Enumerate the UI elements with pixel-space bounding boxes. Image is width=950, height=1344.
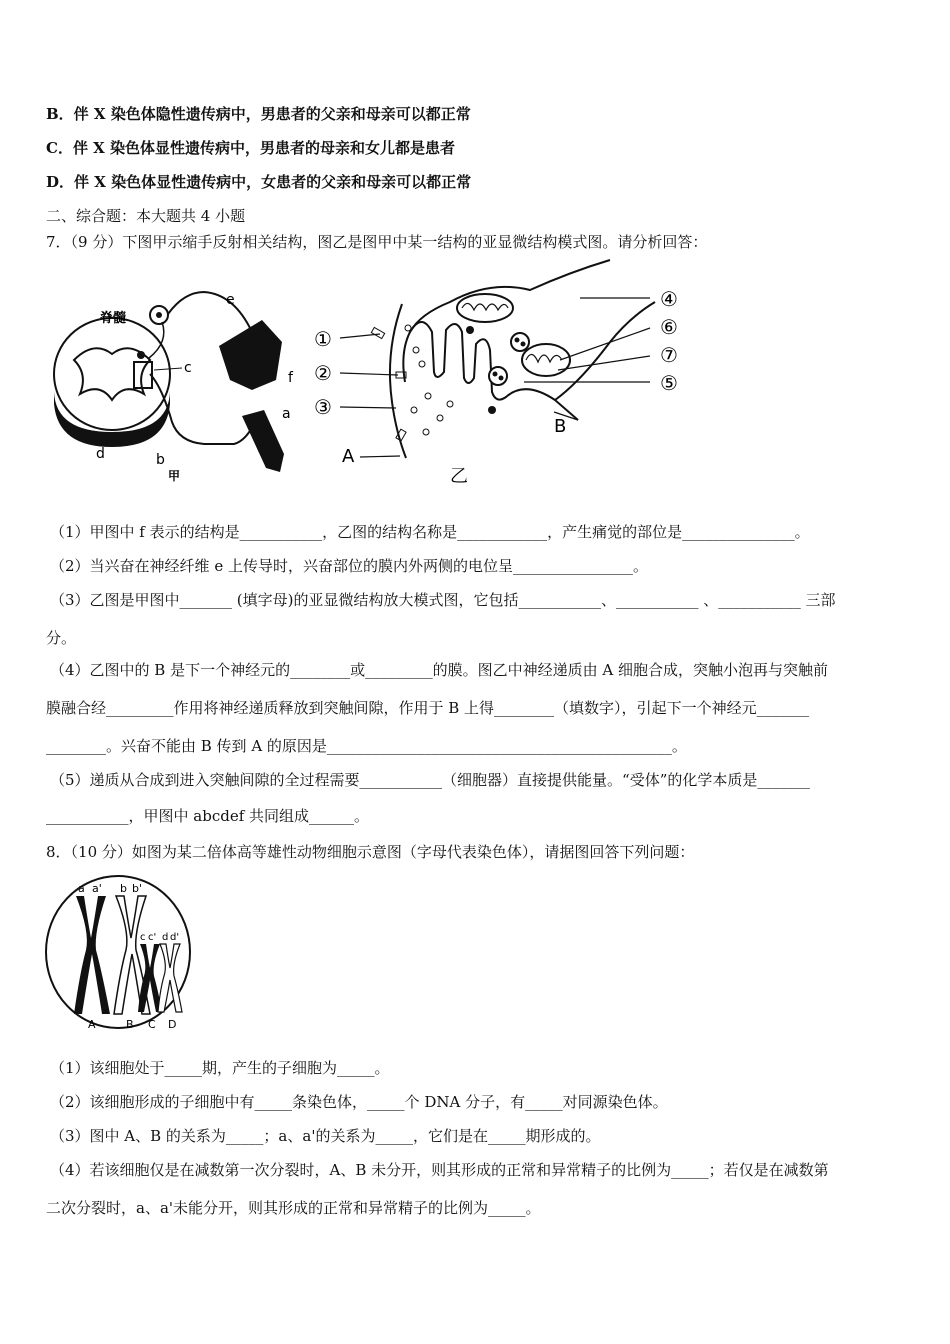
figure-jia (44, 282, 314, 492)
q7-item-4: （4）乙图中的 B 是下一个神经元的________或_________的膜。图乙中神经递质由 A 细胞合成，突触小泡再与突触前 (50, 661, 828, 679)
label-d: d (162, 932, 169, 943)
label-d-prime: d' (170, 932, 180, 943)
label-c-prime: c' (148, 932, 157, 943)
label-yi: 乙 (450, 466, 468, 487)
label-4: ④ (660, 287, 678, 311)
label-b-prime: b' (132, 882, 143, 895)
q8-item-4-cont: 二次分裂时，a、a'未能分开，则其形成的正常和异常精子的比例为_____。 (46, 1199, 541, 1217)
label-a: a (282, 406, 291, 422)
label-3: ③ (314, 395, 332, 419)
label-b: b (120, 882, 127, 895)
q7-item-2: （2）当兴奋在神经纤维 e 上传导时，兴奋部位的膜内外两侧的电位呈________________。 (50, 557, 648, 575)
label-a: a (78, 882, 85, 895)
label-2: ② (314, 361, 332, 385)
label-b: b (156, 452, 165, 468)
label-6: ⑥ (660, 315, 678, 339)
label-c: c (184, 360, 192, 376)
figure-yi (310, 232, 720, 490)
q7-stem: 7．（9 分）下图甲示缩手反射相关结构，图乙是图甲中某一结构的亚显微结构模式图。请分析回答： (46, 233, 708, 251)
q7-item-4-cont2: ________。兴奋不能由 B 传到 A 的原因是______________________________________________。 (46, 737, 687, 755)
label-7: ⑦ (660, 343, 678, 367)
label-c: c (140, 932, 146, 943)
label-B: B (126, 1018, 134, 1031)
label-a-prime: a' (92, 882, 102, 895)
q7-item-3: （3）乙图是甲图中_______ (填字母)的亚显微结构放大模式图，它包括___________、___________ 、___________ 三部 (50, 591, 836, 609)
q8-item-2: （2）该细胞形成的子细胞中有_____条染色体，_____个 DNA 分子，有_____对同源染色体。 (50, 1093, 668, 1111)
option-c: C．伴 X 染色体显性遗传病中，男患者的母亲和女儿都是患者 (46, 139, 456, 157)
option-d: D．伴 X 染色体显性遗传病中，女患者的父亲和母亲可以都正常 (46, 173, 472, 191)
label-A: A (342, 446, 355, 467)
q8-item-4: （4）若该细胞仅是在减数第一次分裂时，A、B 未分开，则其形成的正常和异常精子的比例为_____；若仅是在减数第 (50, 1161, 829, 1179)
label-C: C (148, 1018, 156, 1031)
q7-item-5-cont: ___________，甲图中 abcdef 共同组成______。 (46, 807, 370, 825)
label-1: ① (314, 327, 332, 351)
q7-item-1: （1）甲图中 f 表示的结构是___________，乙图的结构名称是____________，产生痛觉的部位是_______________。 (50, 523, 810, 541)
label-B: B (554, 416, 567, 437)
option-b: B．伴 X 染色体隐性遗传病中，男患者的父亲和母亲可以都正常 (46, 105, 471, 123)
label-jisui: 脊髓 (100, 311, 127, 326)
section-heading: 二、综合题：本大题共 4 小题 (46, 207, 246, 225)
q8-item-3: （3）图中 A、B 的关系为_____；a、a'的关系为_____，它们是在_____期形成的。 (50, 1127, 601, 1145)
figure-cell (44, 872, 194, 1032)
q7-item-4-cont1: 膜融合经_________作用将神经递质释放到突触间隙，作用于 B 上得________（填数字），引起下一个神经元_______ (46, 699, 810, 717)
q8-item-1: （1）该细胞处于_____期，产生的子细胞为_____。 (50, 1059, 390, 1077)
label-5: ⑤ (660, 371, 678, 395)
label-d: d (96, 446, 105, 462)
label-f: f (288, 370, 293, 386)
label-e: e (226, 292, 235, 308)
label-A: A (88, 1018, 96, 1031)
q8-stem: 8．（10 分）如图为某二倍体高等雄性动物细胞示意图（字母代表染色体），请据图回答下列问题： (46, 843, 695, 861)
q7-item-5: （5）递质从合成到进入突触间隙的全过程需要___________（细胞器）直接提供能量。“受体”的化学本质是_______ (50, 771, 810, 789)
q7-item-3-cont: 分。 (46, 629, 77, 647)
label-jia: 甲 (168, 469, 181, 483)
label-D: D (168, 1018, 177, 1031)
